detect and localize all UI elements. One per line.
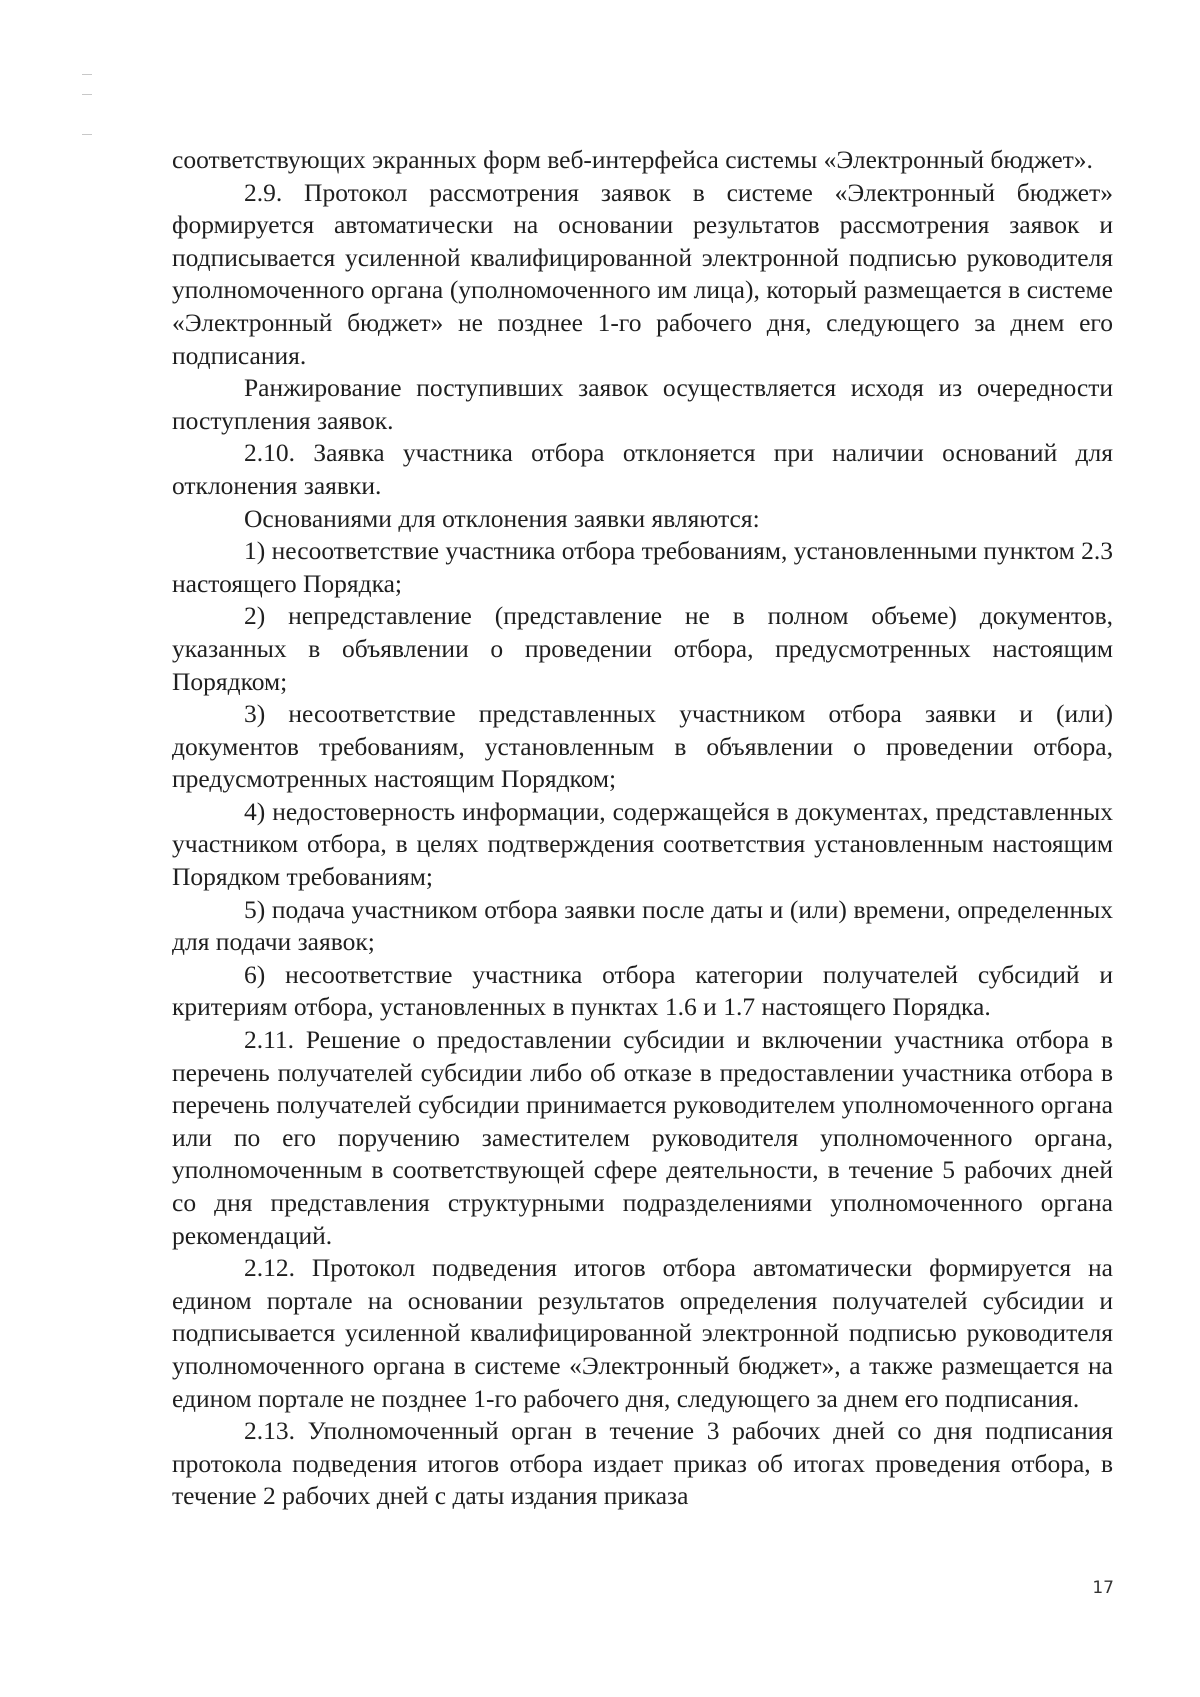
scan-artifact bbox=[82, 94, 92, 95]
document-body bbox=[172, 144, 1113, 1513]
list-item-1: 1) несоответствие участника отбора требованиям, установленными пунктом 2.3 настоящего Порядка; bbox=[172, 536, 1113, 598]
paragraph-continuation: соответствующих экранных форм веб-интерфейса системы «Электронный бюджет». bbox=[172, 145, 1093, 174]
paragraph-2-10: 2.10. Заявка участника отбора отклоняется при наличии оснований для отклонения заявки. bbox=[172, 438, 1113, 500]
paragraph-2-11: 2.11. Решение о предоставлении субсидии и включении участника отбора в перечень получателей субсидии либо об отказе в предоставлении участника отбора в перечень получателей субсидии принимается руководителем уполномоченного органа или по его поручению заместителем руководителя уполномоченного органа, уполномоченным в соответствующей сфере деятельности, в течение 5 рабочих дней со дня представления структурными подразделениями уполномоченного органа рекомендаций. bbox=[172, 1025, 1113, 1250]
page-number: 17 bbox=[1092, 1578, 1114, 1598]
paragraph-2-9: 2.9. Протокол рассмотрения заявок в системе «Электронный бюджет» формируется автоматически на основании результатов рассмотрения заявок и подписывается усиленной квалифицированной электронной подписью руководителя уполномоченного органа (уполномоченного им лица), который размещается в системе «Электронный бюджет» не позднее 1-го рабочего дня, следующего за днем его подписания. bbox=[172, 177, 1113, 370]
list-item-4: 4) недостоверность информации, содержащейся в документах, представленных участником отбора, в целях подтверждения соответствия установленным настоящим Порядком требованиям; bbox=[172, 796, 1113, 892]
list-item-2: 2) непредставление (представление не в полном объеме) документов, указанных в объявлении о проведении отбора, предусмотренных настоящим Порядком; bbox=[172, 601, 1113, 696]
paragraph-2-12: 2.12. Протокол подведения итогов отбора автоматически формируется на едином портале на основании результатов определения получателей субсидии и подписывается усиленной квалифицированной электронной подписью руководителя уполномоченного органа в системе «Электронный бюджет», а также размещается на едином портале не позднее 1-го рабочего дня, следующего за днем его подписания. bbox=[172, 1253, 1113, 1413]
scan-artifact bbox=[82, 74, 92, 75]
list-item-5: 5) подача участником отбора заявки после даты и (или) времени, определенных для подачи заявок; bbox=[172, 894, 1113, 957]
paragraph-grounds-intro: Основаниями для отклонения заявки являются: bbox=[244, 503, 760, 533]
list-item-3: 3) несоответствие представленных участником отбора заявки и (или) документов требованиям, установленным в объявлении о проведении отбора, предусмотренных настоящим Порядком; bbox=[172, 699, 1113, 794]
list-item-6: 6) несоответствие участника отбора категории получателей субсидий и критериям отбора, установленных в пунктах 1.6 и 1.7 настоящего Порядка. bbox=[172, 959, 1113, 1022]
paragraph-ranking: Ранжирование поступивших заявок осуществляется исходя из очередности поступления заявок. bbox=[172, 373, 1113, 435]
scan-artifact bbox=[82, 134, 92, 135]
paragraph-2-13: 2.13. Уполномоченный орган в течение 3 рабочих дней со дня подписания протокола подведения итогов отбора издает приказ об итогах проведения отбора, в течение 2 рабочих дней с даты издания приказа bbox=[172, 1416, 1113, 1511]
